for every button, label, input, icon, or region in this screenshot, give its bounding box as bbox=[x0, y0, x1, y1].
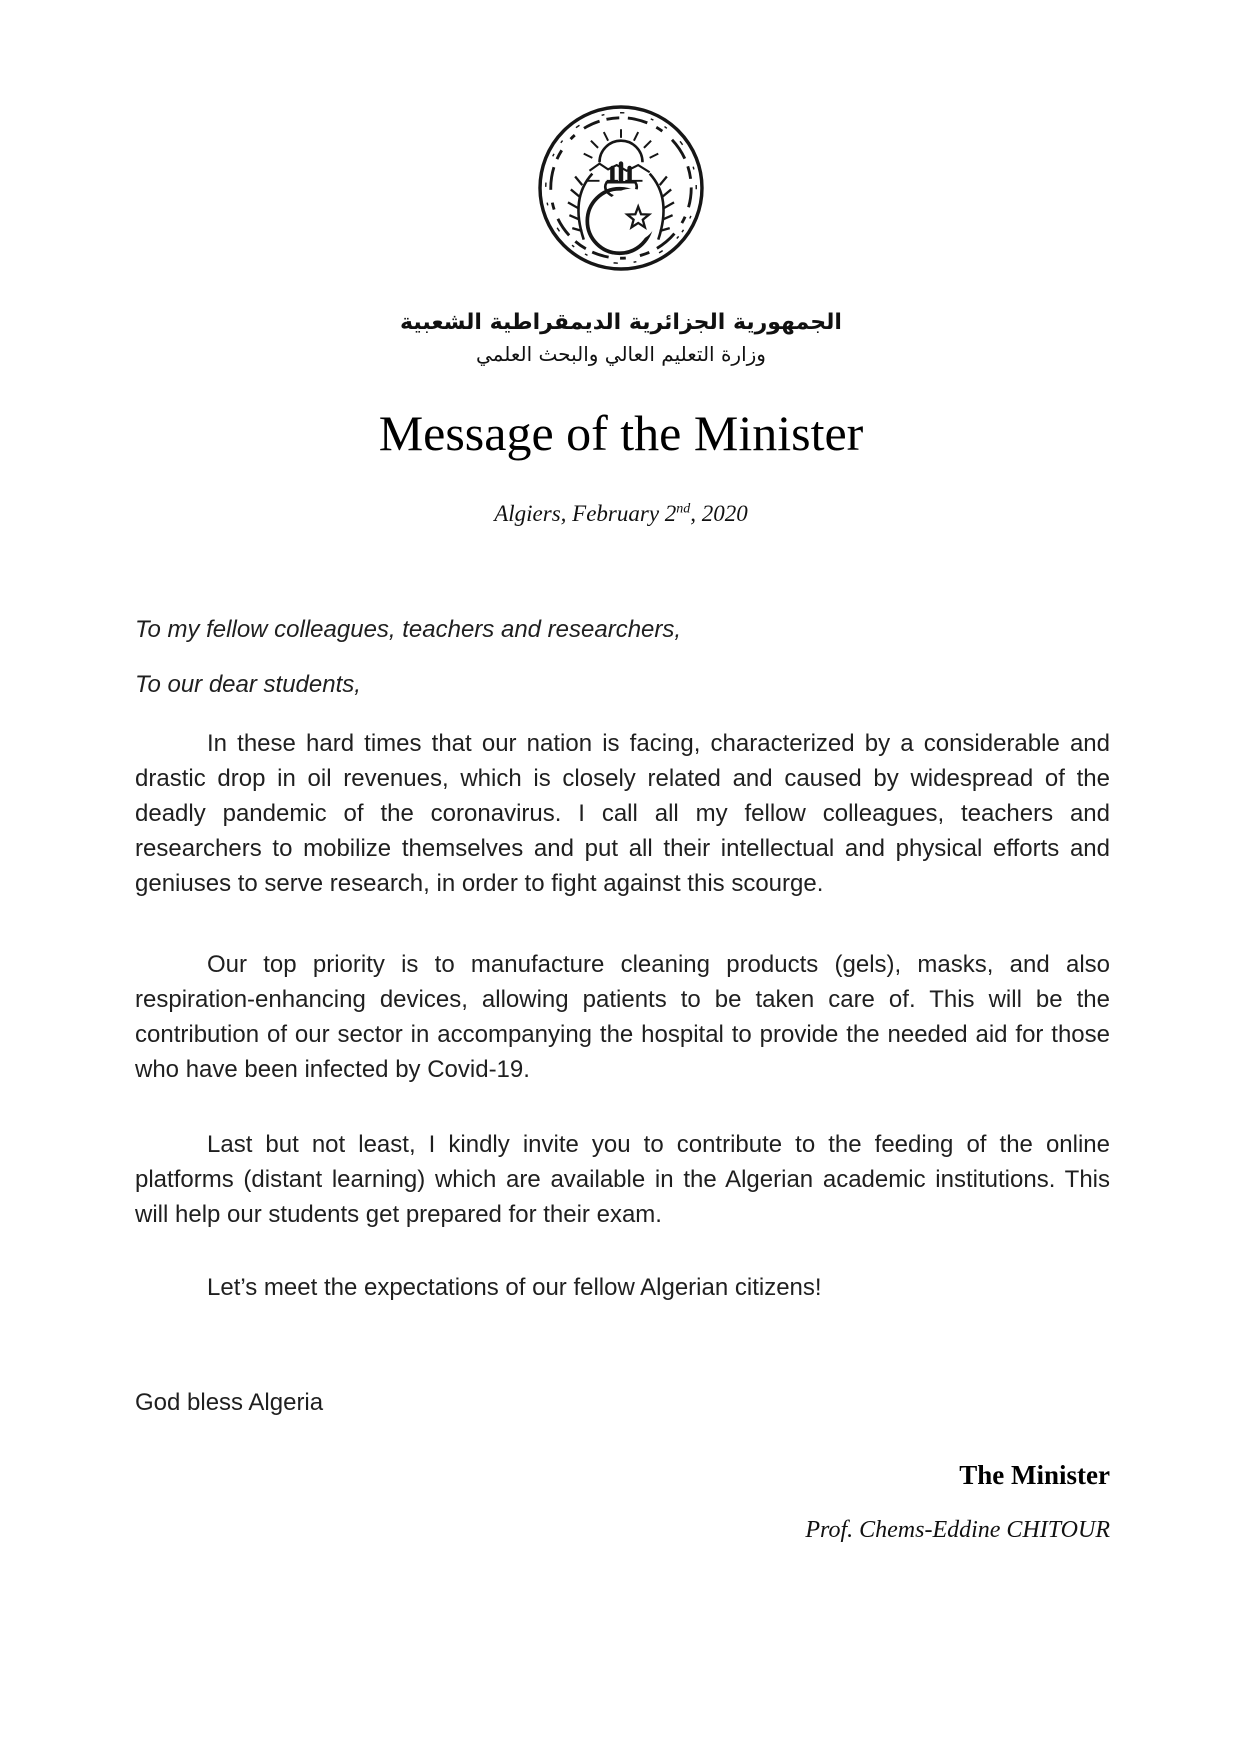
salutation-students: To our dear students, bbox=[135, 671, 361, 698]
date-suffix: , 2020 bbox=[690, 501, 748, 526]
signature-name: Prof. Chems-Eddine CHITOUR bbox=[805, 1517, 1110, 1543]
signature-role: The Minister bbox=[959, 1460, 1110, 1490]
emblem-container bbox=[0, 0, 1242, 279]
ministry-name-arabic: وزارة التعليم العالي والبحث العلمي bbox=[476, 342, 766, 366]
republic-name-arabic: الجمهورية الجزائرية الديمقراطية الشعبية bbox=[400, 310, 842, 335]
page-title: Message of the Minister bbox=[378, 405, 864, 461]
salutation-colleagues: To my fellow colleagues, teachers and researchers, bbox=[135, 616, 682, 643]
algeria-state-seal-icon bbox=[535, 102, 707, 274]
date-prefix: Algiers, February 2 bbox=[494, 501, 677, 526]
paragraph-top-priority: Our top priority is to manufacture cleaning products (gels), masks, and also respiration-enhancing devices, allowing patients to be taken care of. This will be the contribution of our sector in accompanying the hospital to provide the needed aid for those who have been infected by Covid-19. bbox=[135, 951, 1110, 1083]
blessing-line: God bless Algeria bbox=[135, 1389, 324, 1416]
paragraph-online-platforms: Last but not least, I kindly invite you to contribute to the feeding of the online platforms (distant learning) which are available in the Algerian academic institutions. This will help our students get prepared for their exam. bbox=[135, 1131, 1110, 1228]
closing-exhortation: Let’s meet the expectations of our fellow Algerian citizens! bbox=[207, 1274, 822, 1301]
letter-body bbox=[135, 615, 1110, 1544]
paragraph-hard-times: In these hard times that our nation is facing, characterized by a considerable and drastic drop in oil revenues, which is closely related and caused by widespread of the deadly pandemic of the coronavirus. I call all my fellow colleagues, teachers and researchers to mobilize themselves and put all their intellectual and physical efforts and geniuses to serve research, in order to fight against this scourge. bbox=[135, 730, 1110, 897]
date-ordinal-superscript: nd bbox=[676, 501, 691, 517]
date-line bbox=[0, 501, 1242, 527]
